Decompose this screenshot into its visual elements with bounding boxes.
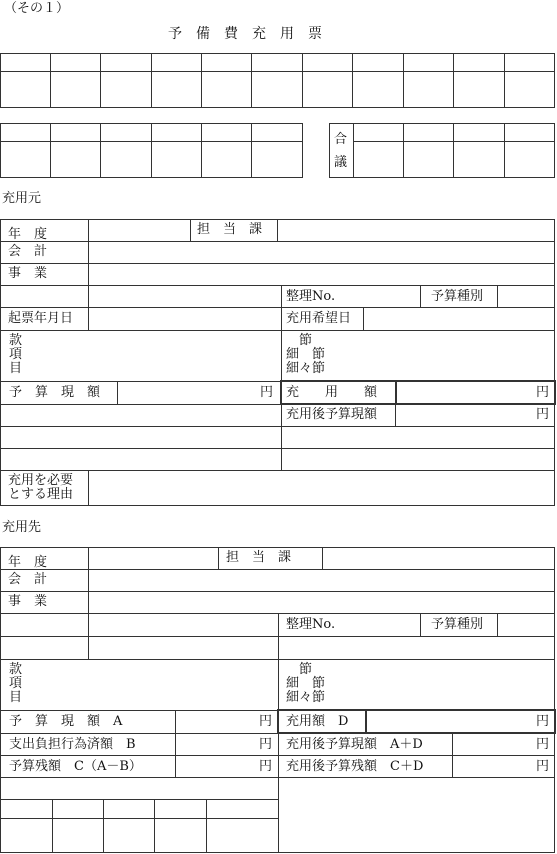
source-account-label: 会 計 <box>8 244 48 259</box>
dest-project-label: 事 業 <box>8 594 48 609</box>
dest-kan-kou-moku: 款 項 目 <box>9 662 23 705</box>
source-desired-date-label: 充用希望日 <box>286 311 352 326</box>
approval-label-bottom: 議 <box>334 155 348 170</box>
source-current-budget-label: 予 算 現 額 <box>9 385 101 400</box>
source-project-label: 事 業 <box>8 266 48 281</box>
dest-executed-b-label: 支出負担行為済額 B <box>9 737 136 752</box>
dest-after-ad-label: 充用後予算現額 A＋D <box>286 737 423 752</box>
dest-after-cd-label: 充用後予算残額 C＋D <box>286 759 424 774</box>
dest-section-title: 充用先 <box>2 520 42 535</box>
source-draft-date-label: 起票年月日 <box>8 311 74 326</box>
source-kan-kou-moku: 款 項 目 <box>9 333 23 376</box>
dest-account-label: 会 計 <box>8 572 48 587</box>
dest-setsu-labels: 節 細 節 細々節 <box>286 662 326 705</box>
approval-label-top: 合 <box>334 132 348 147</box>
source-after-budget-label: 充用後予算現額 <box>286 407 378 422</box>
source-allot-label: 充 用 額 <box>286 385 378 400</box>
source-setsu-labels: 節 細 節 細々節 <box>286 333 326 376</box>
source-after-budget-yen: 円 <box>536 407 550 422</box>
dest-allot-d-label: 充用額 D <box>286 714 349 729</box>
source-year-label: 年 度 <box>8 227 48 242</box>
dest-budget-a-yen: 円 <box>259 714 273 729</box>
source-section-title: 充用元 <box>2 191 42 206</box>
dest-budget-a-label: 予 算 現 額 A <box>9 714 123 729</box>
dest-budget-type-label: 予算種別 <box>431 617 484 632</box>
source-budget-type-label: 予算種別 <box>431 289 484 304</box>
source-current-budget-yen: 円 <box>260 385 274 400</box>
dest-year-label: 年 度 <box>8 555 48 570</box>
dest-allot-d-yen: 円 <box>536 714 550 729</box>
dest-ref-no-label: 整理No. <box>286 617 336 632</box>
dest-after-ad-yen: 円 <box>536 737 550 752</box>
page-number: （その１） <box>4 1 70 16</box>
source-reason-label: 充用を必要 とする理由 <box>8 473 74 502</box>
dest-remain-c-label: 予算残額 C（A－B） <box>9 759 142 774</box>
source-ref-no-label: 整理No. <box>286 289 336 304</box>
source-allot-yen: 円 <box>536 385 550 400</box>
dest-remain-c-yen: 円 <box>259 759 273 774</box>
dest-after-cd-yen: 円 <box>536 759 550 774</box>
source-dept-label: 担 当 課 <box>197 222 263 237</box>
dest-executed-b-yen: 円 <box>259 737 273 752</box>
page-title: 予 備 費 充 用 票 <box>168 26 322 42</box>
dest-dept-label: 担 当 課 <box>226 550 292 565</box>
